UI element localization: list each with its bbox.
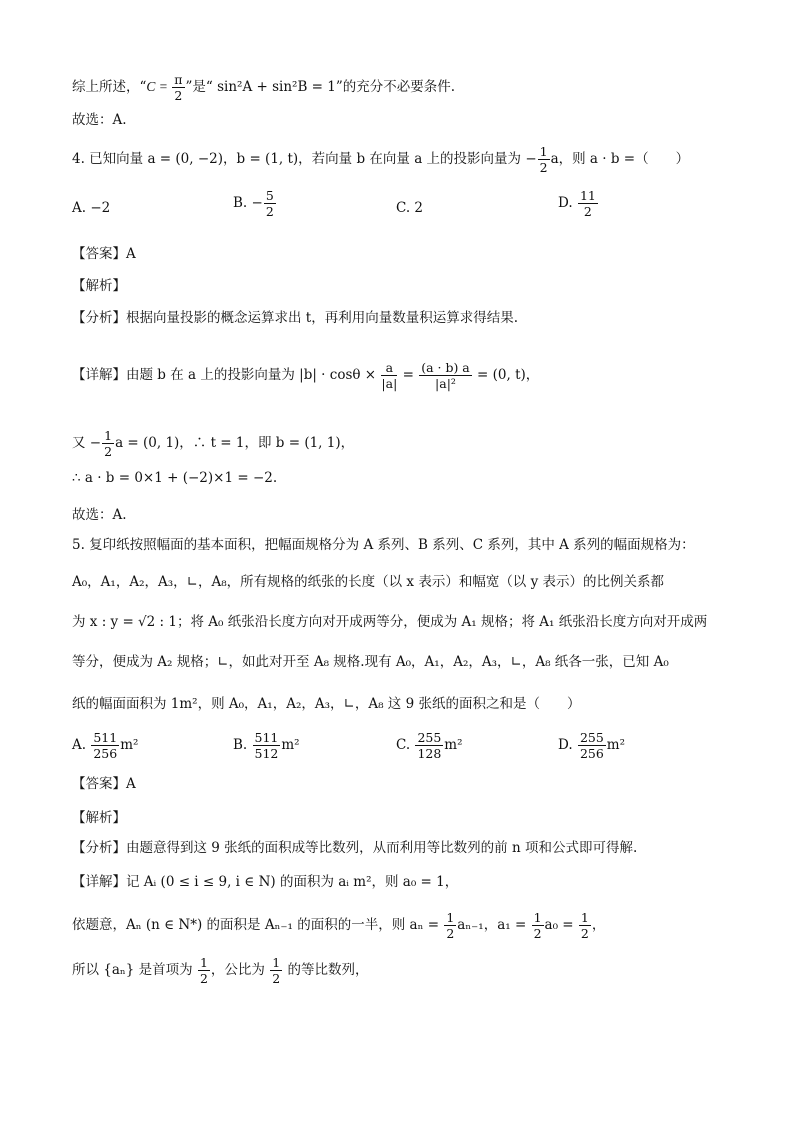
- denominator: 256: [93, 746, 118, 761]
- q5-option-c: [396, 730, 463, 761]
- unit: m²: [606, 737, 626, 753]
- fraction: [532, 910, 544, 941]
- numerator: 1: [580, 910, 589, 925]
- denominator: 2: [265, 204, 274, 219]
- text: =: [398, 367, 419, 383]
- denominator: |a|²: [435, 376, 456, 391]
- text: a = (0, 1)，∴ t = 1，即 b = (1, 1)，: [115, 435, 355, 451]
- option-label: A.: [72, 737, 87, 753]
- text: a，则 a · b =（ ）: [550, 151, 690, 167]
- denominator: 2: [580, 926, 589, 941]
- fraction: [91, 730, 119, 761]
- choose-line: 故选：A.: [72, 112, 127, 128]
- numerator: 1: [539, 144, 548, 159]
- q4-detail: [72, 360, 539, 391]
- numerator: 1: [533, 910, 542, 925]
- numerator: 1: [104, 428, 113, 443]
- option-label: B.: [233, 737, 248, 753]
- text: ”是“ sin²A + sin²B = 1”的充分不必要条件.: [185, 79, 456, 95]
- q5-fenxi: 【分析】由题意得到这 9 张纸的面积成等比数列，从而利用等比数列的前 n 项和公式即可得解.: [72, 840, 638, 856]
- fraction: [578, 188, 598, 219]
- q5-suoyi: [72, 955, 368, 986]
- unit: m²: [120, 737, 139, 753]
- numerator: 5: [265, 188, 274, 203]
- unit: m²: [281, 737, 300, 753]
- numerator: 1: [272, 955, 281, 970]
- q4-option-a: A. −2: [72, 200, 111, 216]
- q4-option-c: C. 2: [396, 200, 424, 216]
- q5-line-2: A₀，A₁，A₂，A₃，∟，A₈，所有规格的纸张的长度（以 x 表示）和幅宽（以 y 表示）的比例关系都: [72, 574, 665, 590]
- denominator: 2: [446, 926, 455, 941]
- fraction: [538, 144, 550, 175]
- fraction: [172, 72, 184, 103]
- conclusion-line: [72, 72, 455, 103]
- denominator: 2: [539, 160, 548, 175]
- q4-calc: ∴ a · b = 0×1 + (−2)×1 = −2.: [72, 470, 278, 486]
- text: 所以 {aₙ} 是首项为: [72, 962, 197, 978]
- q5-option-b: [233, 730, 300, 761]
- numerator: 511: [254, 730, 279, 745]
- fraction: [419, 360, 472, 391]
- denominator: 2: [199, 971, 208, 986]
- q5-line-3: 为 x : y = √2 : 1；将 A₀ 纸张沿长度方向对开成两等分，便成为 A₁ 规格；将 A₁ 纸张沿长度方向对开成两: [72, 614, 708, 630]
- denominator: 2: [174, 88, 183, 103]
- numerator: (a · b) a: [421, 360, 470, 375]
- q5-yiti: [72, 910, 605, 941]
- numerator: 1: [446, 910, 455, 925]
- denominator: 2: [272, 971, 281, 986]
- q5-option-a: [72, 730, 138, 761]
- numerator: 255: [417, 730, 442, 745]
- q4-analysis-header: 【解析】: [72, 278, 126, 294]
- denominator: |a|: [381, 376, 398, 391]
- fraction: [579, 910, 591, 941]
- unit: m²: [444, 737, 463, 753]
- fraction: [381, 360, 397, 391]
- numerator: π: [174, 72, 183, 87]
- fraction: [102, 428, 114, 459]
- q5-analysis-header: 【解析】: [72, 810, 126, 826]
- q4-fenxi: 【分析】根据向量投影的概念运算求出 t，再利用向量数量积运算求得结果.: [72, 310, 519, 326]
- text: D.: [558, 195, 577, 211]
- q5-line-1: 5. 复印纸按照幅面的基本面积，把幅面规格分为 A 系列、B 系列、C 系列，其中 A 系列的幅面规格为：: [72, 537, 695, 553]
- question-4-stem: [72, 144, 689, 175]
- text: 依题意，Aₙ (n ∈ N*) 的面积是 Aₙ₋₁ 的面积的一半，则 aₙ =: [72, 917, 444, 933]
- text: ，公比为: [210, 962, 270, 978]
- numerator: 11: [579, 188, 596, 203]
- q4-you: [72, 428, 354, 459]
- numerator: a: [381, 360, 397, 376]
- text: 4. 已知向量 a = (0, −2)，b = (1, t)，若向量 b 在向量 a 上的投影向量为 −: [72, 151, 537, 167]
- denominator: 2: [104, 444, 113, 459]
- denominator: 2: [583, 204, 592, 219]
- q5-answer: 【答案】A: [72, 776, 136, 792]
- q5-line-5: 纸的幅面面积为 1m²，则 A₀，A₁，A₂，A₃，∟，A₈ 这 9 张纸的面积之和是（ ）: [72, 696, 581, 712]
- q4-answer: 【答案】A: [72, 246, 136, 262]
- fraction: [198, 955, 210, 986]
- text: aₙ₋₁，a₁ =: [457, 917, 531, 933]
- q5-option-d: [558, 730, 625, 761]
- q4-choose: 故选：A.: [72, 507, 127, 523]
- numerator: 1: [199, 955, 208, 970]
- numerator: 511: [93, 730, 118, 745]
- option-label: C.: [396, 737, 411, 753]
- fraction: [253, 730, 281, 761]
- fraction: [444, 910, 456, 941]
- text: 的等比数列，: [283, 962, 369, 978]
- denominator: 512: [254, 746, 279, 761]
- fraction: [264, 188, 276, 219]
- denominator: 128: [417, 746, 442, 761]
- text: B. −: [233, 195, 263, 211]
- fraction: [578, 730, 606, 761]
- text: 又 −: [72, 435, 102, 451]
- q5-line-4: 等分，便成为 A₂ 规格；∟，如此对开至 A₈ 规格.现有 A₀，A₁，A₂，A₃，∟，A₈ 纸各一张，已知 A₀: [72, 654, 669, 670]
- q5-detail: 【详解】记 Aᵢ (0 ≤ i ≤ 9, i ∈ N) 的面积为 aᵢ m²，则 a₀ = 1，: [72, 874, 459, 890]
- fraction: [415, 730, 443, 761]
- option-label: D.: [558, 737, 573, 753]
- text: ，: [591, 917, 606, 933]
- q4-option-b: [233, 188, 277, 219]
- denominator: 256: [579, 746, 604, 761]
- fraction: [270, 955, 282, 986]
- numerator: 255: [579, 730, 604, 745]
- q4-option-d: [558, 188, 599, 219]
- text: = (0, t)，: [472, 367, 540, 383]
- text: 综上所述，“: [72, 79, 147, 95]
- math-c: C =: [146, 79, 172, 94]
- text: 【详解】由题 b 在 a 上的投影向量为 |b| · cosθ ×: [72, 367, 381, 383]
- text: a₀ =: [544, 917, 578, 933]
- denominator: 2: [533, 926, 542, 941]
